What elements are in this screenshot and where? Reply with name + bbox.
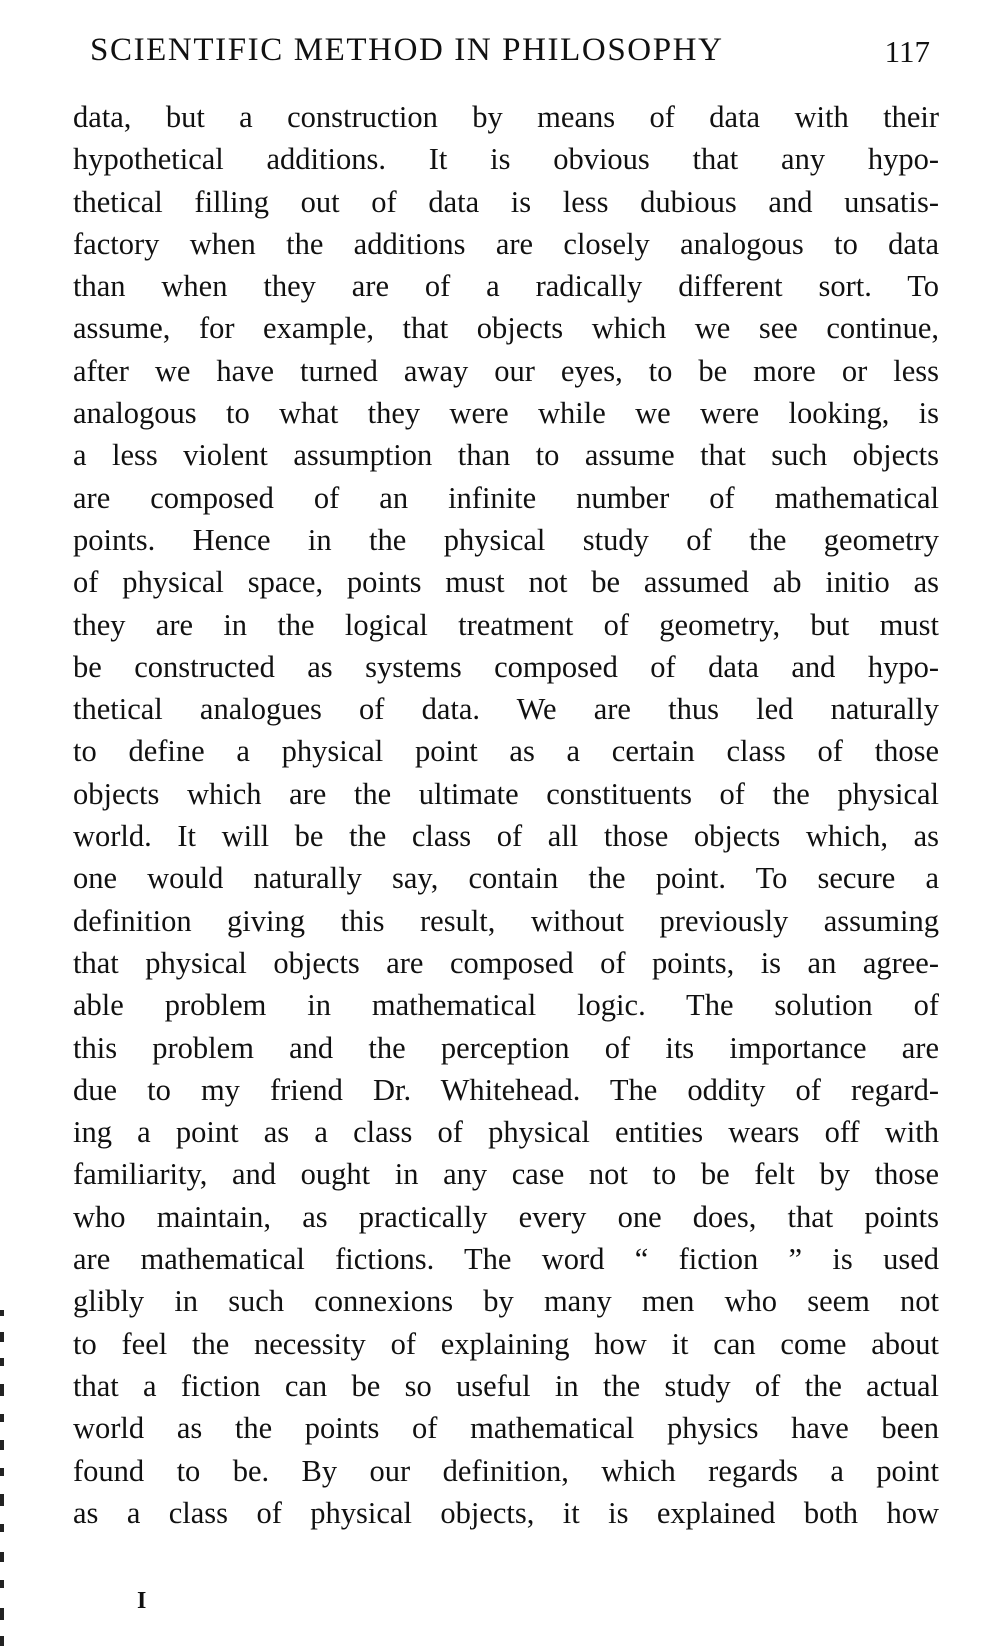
- running-head: SCIENTIFIC METHOD IN PHILOSOPHY: [90, 32, 724, 68]
- text-line: points. Hence in the physical study of the geometry: [73, 522, 939, 557]
- text-line: hypothetical additions. It is obvious that any hypo-: [73, 142, 939, 177]
- scan-edge-mark: [0, 1608, 4, 1620]
- scan-edge-mark: [0, 1636, 4, 1646]
- scan-edge-mark: [0, 1310, 4, 1316]
- text-line: glibly in such connexions by many men who seem not: [73, 1284, 939, 1319]
- text-line: objects which are the ultimate constituents of the physical: [73, 776, 939, 811]
- text-line: due to my friend Dr. Whitehead. The oddity of regard-: [73, 1072, 939, 1107]
- signature-mark: I: [137, 1588, 147, 1614]
- text-line: are mathematical fictions. The word “ fiction ” is used: [73, 1242, 939, 1277]
- scan-edge-mark: [0, 1524, 4, 1532]
- body-text: [73, 96, 939, 1534]
- text-line: thetical filling out of data is less dubious and unsatis-: [73, 184, 939, 219]
- text-line: than when they are of a radically different sort. To: [73, 269, 939, 304]
- text-line: who maintain, as practically every one does, that points: [73, 1199, 939, 1234]
- text-line: of physical space, points must not be assumed ab initio as: [73, 565, 939, 600]
- text-line: one would naturally say, contain the point. To secure a: [73, 861, 939, 896]
- text-line: found to be. By our definition, which regards a point: [73, 1453, 939, 1488]
- text-line: world. It will be the class of all those objects which, as: [73, 819, 939, 854]
- text-line: thetical analogues of data. We are thus led naturally: [73, 692, 939, 727]
- text-line: after we have turned away our eyes, to be more or less: [73, 353, 939, 388]
- text-line: this problem and the perception of its importance are: [73, 1030, 939, 1065]
- scan-edge-mark: [0, 1580, 4, 1588]
- text-line: familiarity, and ought in any case not to be felt by those: [73, 1157, 939, 1192]
- text-line: factory when the additions are closely analogous to data: [73, 226, 939, 261]
- page-header: [90, 32, 930, 76]
- scan-edge-mark: [0, 1440, 4, 1450]
- text-line: ing a point as a class of physical entities wears off with: [73, 1115, 939, 1150]
- scan-edge-mark: [0, 1384, 4, 1396]
- text-line: assume, for example, that objects which we see continue,: [73, 311, 939, 346]
- text-line: a less violent assumption than to assume that such objects: [73, 438, 939, 473]
- text-line: are composed of an infinite number of mathematical: [73, 480, 939, 515]
- text-line: data, but a construction by means of data with their: [73, 100, 939, 134]
- text-line: able problem in mathematical logic. The solution of: [73, 988, 939, 1023]
- scan-edge-mark: [0, 1332, 4, 1342]
- scan-edge-mark: [0, 1414, 4, 1422]
- text-line: to define a physical point as a certain class of those: [73, 734, 939, 769]
- text-line: be constructed as systems composed of data and hypo-: [73, 649, 939, 684]
- scan-edge-mark: [0, 1358, 4, 1366]
- text-line: that physical objects are composed of points, is an agree-: [73, 945, 939, 980]
- text-line: to feel the necessity of explaining how it can come about: [73, 1326, 939, 1361]
- text-line: world as the points of mathematical physics have been: [73, 1411, 939, 1446]
- text-line: definition giving this result, without previously assuming: [73, 903, 939, 938]
- scan-edge-mark: [0, 1494, 4, 1506]
- text-line: analogous to what they were while we were looking, is: [73, 396, 939, 431]
- scan-edge-mark: [0, 1468, 4, 1476]
- scan-edge-mark: [0, 1552, 4, 1562]
- text-line: that a fiction can be so useful in the study of the actual: [73, 1368, 939, 1403]
- text-line: they are in the logical treatment of geometry, but must: [73, 607, 939, 642]
- page-number: 117: [884, 34, 930, 69]
- scan-edge-marks: [0, 1310, 6, 1652]
- text-line: as a class of physical objects, it is explained both how: [73, 1495, 939, 1530]
